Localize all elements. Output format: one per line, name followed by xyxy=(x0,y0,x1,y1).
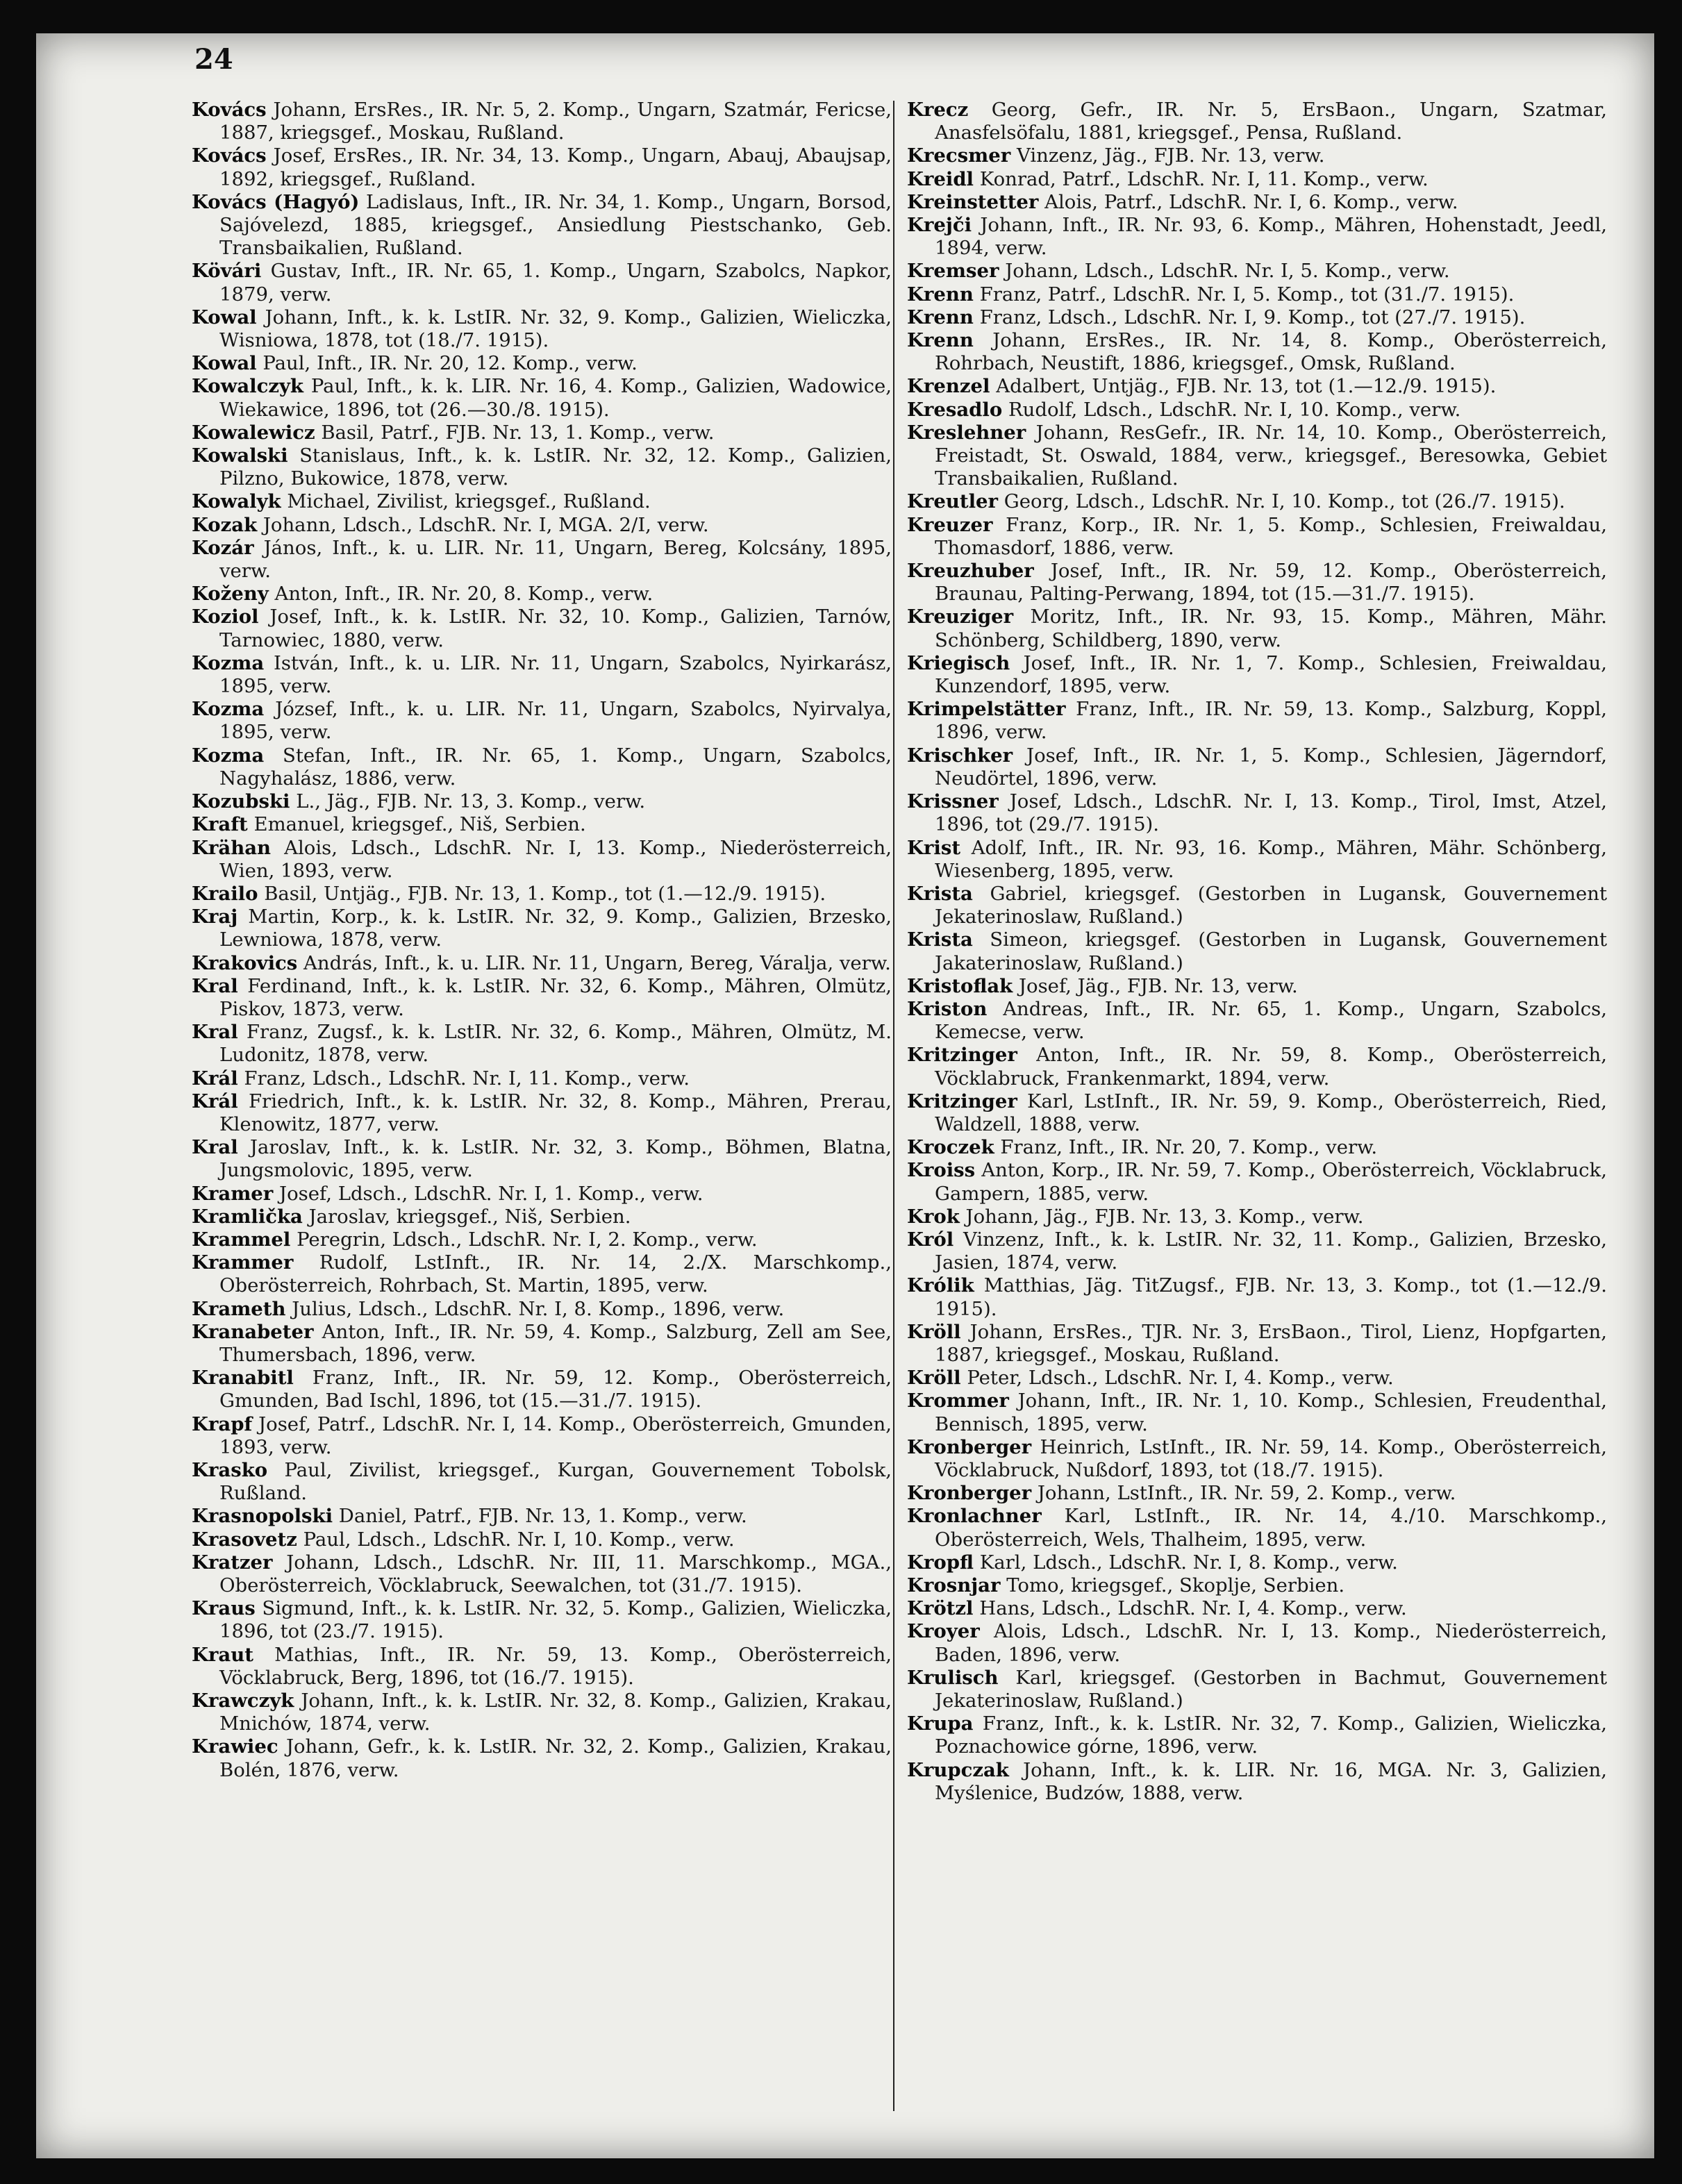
list-entry xyxy=(192,790,892,813)
entry-surname: Krosnjar xyxy=(907,1574,1001,1597)
entry-surname: Kozma xyxy=(192,651,265,674)
entry-details: Johann, Ldsch., LdschR. Nr. I, 5. Komp., verw. xyxy=(1005,260,1450,283)
list-entry xyxy=(907,652,1607,698)
entry-surname: Krasovetz xyxy=(192,1528,297,1551)
entry-details: Ferdinand, Inft., k. k. LstIR. Nr. 32, 6. Komp., Mähren, Olmütz, Piskov, 1873, verw. xyxy=(219,974,892,1020)
list-entry xyxy=(907,283,1607,306)
entry-surname: Krasnopolski xyxy=(192,1505,333,1528)
entry-details: Martin, Korp., k. k. LstIR. Nr. 32, 9. Komp., Galizien, Brzesko, Lewniowa, 1878, verw. xyxy=(219,906,892,951)
entry-surname: Kreuzer xyxy=(907,513,993,536)
list-entry xyxy=(192,583,892,606)
entry-details: Franz, Patrf., LdschR. Nr. I, 5. Komp., tot (31./7. 1915). xyxy=(979,283,1515,306)
list-entry xyxy=(192,1183,892,1206)
entry-details: Alois, Patrf., LdschR. Nr. I, 6. Komp., verw. xyxy=(1044,190,1458,213)
list-entry xyxy=(907,744,1607,790)
entry-surname: Kraut xyxy=(192,1643,253,1666)
entry-details: Johann, Gefr., k. k. LstIR. Nr. 32, 2. Komp., Galizien, Krakau, Bolén, 1876, verw. xyxy=(219,1735,892,1781)
entry-surname: Królik xyxy=(907,1274,974,1297)
entry-details: L., Jäg., FJB. Nr. 13, 3. Komp., verw. xyxy=(296,790,646,813)
entry-surname: Kreuziger xyxy=(907,606,1014,628)
entry-details: Johann, ResGefr., IR. Nr. 14, 10. Komp., Oberösterreich, Freistadt, St. Oswald, 1884, verw., kriegsgef., Beresowka, Gebiet Transbaikalien, Rußland. xyxy=(935,421,1607,490)
list-entry xyxy=(192,1735,892,1781)
entry-details: Anton, Inft., IR. Nr. 59, 4. Komp., Salzburg, Zell am See, Thumersbach, 1896, verw. xyxy=(219,1320,892,1366)
entry-surname: Kozma xyxy=(192,744,265,767)
entry-surname: Kowalski xyxy=(192,444,288,467)
list-entry xyxy=(192,606,892,651)
column-divider xyxy=(893,101,894,2111)
list-entry xyxy=(192,813,892,836)
list-entry xyxy=(907,1505,1607,1551)
list-entry xyxy=(192,1298,892,1321)
entry-details: Vinzenz, Jäg., FJB. Nr. 13, verw. xyxy=(1016,144,1325,167)
list-entry xyxy=(907,928,1607,974)
list-entry xyxy=(192,744,892,790)
entry-details: Stefan, Inft., IR. Nr. 65, 1. Komp., Ungarn, Szabolcs, Nagyhalász, 1886, verw. xyxy=(219,744,892,790)
entry-surname: Krejči xyxy=(907,214,972,237)
entry-surname: Kowal xyxy=(192,352,257,375)
entry-details: Karl, kriegsgef. (Gestorben in Bachmut, Gouvernement Jekaterinoslaw, Rußland.) xyxy=(935,1666,1607,1712)
entry-surname: Krenzel xyxy=(907,375,990,398)
entry-surname: Kriegisch xyxy=(907,651,1010,674)
entry-surname: Kral xyxy=(192,974,238,997)
list-entry xyxy=(907,1712,1607,1758)
list-entry xyxy=(907,1620,1607,1666)
entry-surname: Krissner xyxy=(907,790,999,813)
entry-details: Franz, Ldsch., LdschR. Nr. I, 9. Komp., tot (27./7. 1915). xyxy=(979,306,1526,328)
entry-details: Anton, Korp., IR. Nr. 59, 7. Komp., Oberösterreich, Vöcklabruck, Gampern, 1885, verw. xyxy=(935,1159,1607,1205)
entry-surname: Krista xyxy=(907,882,973,905)
entry-surname: Krailo xyxy=(192,882,258,905)
list-entry xyxy=(907,144,1607,167)
entry-surname: Krawiec xyxy=(192,1735,278,1758)
entry-surname: Krasko xyxy=(192,1458,268,1481)
entry-details: Johann, Inft., k. k. LstIR. Nr. 32, 8. Komp., Galizien, Krakau, Mnichów, 1874, verw. xyxy=(219,1690,892,1735)
entry-details: Sigmund, Inft., k. k. LstIR. Nr. 32, 5. Komp., Galizien, Wieliczka, 1896, tot (23./7. 1915). xyxy=(219,1597,892,1643)
entry-surname: Kral xyxy=(192,1021,238,1044)
list-entry xyxy=(192,952,892,975)
list-entry xyxy=(192,1067,892,1090)
list-entry xyxy=(907,191,1607,214)
entry-surname: Krawczyk xyxy=(192,1690,294,1712)
entry-details: Franz, Ldsch., LdschR. Nr. I, 11. Komp., verw. xyxy=(244,1067,690,1090)
list-entry xyxy=(907,998,1607,1044)
entry-details: Josef, Inft., IR. Nr. 1, 5. Komp., Schlesien, Jägerndorf, Neudörtel, 1896, verw. xyxy=(935,744,1607,790)
entry-details: Basil, Patrf., FJB. Nr. 13, 1. Komp., verw. xyxy=(321,421,715,444)
entry-surname: Krista xyxy=(907,928,973,951)
entry-surname: Krimpelstätter xyxy=(907,698,1066,721)
list-entry xyxy=(907,1206,1607,1228)
list-entry xyxy=(907,422,1607,491)
entry-surname: Krist xyxy=(907,836,961,859)
entry-details: János, Inft., k. u. LIR. Nr. 11, Ungarn, Bereg, Kolcsány, 1895, verw. xyxy=(219,536,892,583)
entry-details: Daniel, Patrf., FJB. Nr. 13, 1. Komp., verw. xyxy=(338,1505,747,1528)
entry-details: Alois, Ldsch., LdschR. Nr. I, 13. Komp., Niederösterreich, Wien, 1893, verw. xyxy=(219,836,892,882)
entry-surname: Kroczek xyxy=(907,1136,994,1159)
entry-surname: Kritzinger xyxy=(907,1044,1017,1067)
entry-details: Adalbert, Untjäg., FJB. Nr. 13, tot (1.—12./9. 1915). xyxy=(996,375,1497,398)
list-entry xyxy=(907,790,1607,836)
entry-details: Johann, Inft., IR. Nr. 93, 6. Komp., Mähren, Hohenstadt, Jeedl, 1894, verw. xyxy=(935,214,1607,260)
entry-details: Karl, LstInft., IR. Nr. 14, 4./10. Marschkomp., Oberösterreich, Wels, Thalheim, 1895, verw. xyxy=(935,1505,1607,1551)
list-entry xyxy=(192,698,892,744)
list-entry xyxy=(192,375,892,421)
entry-surname: Kröll xyxy=(907,1367,961,1390)
list-entry xyxy=(192,99,892,144)
entry-details: Adolf, Inft., IR. Nr. 93, 16. Komp., Mähren, Mähr. Schönberg, Wiesenberg, 1895, verw. xyxy=(935,836,1607,882)
entry-details: Basil, Untjäg., FJB. Nr. 13, 1. Komp., tot (1.—12./9. 1915). xyxy=(264,882,826,905)
entry-surname: Kriston xyxy=(907,997,988,1020)
entry-surname: Kresadlo xyxy=(907,398,1003,421)
entry-surname: Krötzl xyxy=(907,1597,974,1620)
list-entry xyxy=(192,1505,892,1528)
list-entry xyxy=(907,99,1607,144)
list-entry xyxy=(192,652,892,698)
entry-surname: Kropfl xyxy=(907,1551,974,1574)
entry-details: Moritz, Inft., IR. Nr. 93, 15. Komp., Mähren, Mähr. Schönberg, Schildberg, 1890, verw. xyxy=(935,606,1608,651)
list-entry xyxy=(907,490,1607,513)
entry-surname: Kranabitl xyxy=(192,1367,294,1390)
entry-surname: Kowal xyxy=(192,306,257,328)
list-entry xyxy=(192,422,892,444)
entry-details: Paul, Inft., IR. Nr. 20, 12. Komp., verw. xyxy=(263,352,638,375)
entry-surname: Krupczak xyxy=(907,1758,1009,1781)
entry-details: Mathias, Inft., IR. Nr. 59, 13. Komp., Oberösterreich, Vöcklabruck, Berg, 1896, tot (16./7. 1915). xyxy=(219,1643,892,1689)
entry-details: Johann, LstInft., IR. Nr. 59, 2. Komp., verw. xyxy=(1037,1482,1456,1505)
entry-details: Franz, Inft., IR. Nr. 20, 7. Komp., verw. xyxy=(1000,1136,1378,1159)
entry-details: András, Inft., k. u. LIR. Nr. 11, Ungarn, Bereg, Váralja, verw. xyxy=(303,951,891,974)
entry-surname: Kranabeter xyxy=(192,1320,314,1343)
entry-surname: Krameth xyxy=(192,1297,286,1320)
entry-surname: Kovács (Hagyó) xyxy=(192,190,360,213)
list-entry xyxy=(192,514,892,537)
entry-details: Alois, Ldsch., LdschR. Nr. I, 13. Komp., Niederösterreich, Baden, 1896, verw. xyxy=(935,1620,1607,1666)
list-entry xyxy=(907,1228,1607,1274)
list-entry xyxy=(192,144,892,190)
entry-details: Rudolf, LstInft., IR. Nr. 14, 2./X. Marschkomp., Oberösterreich, Rohrbach, St. Martin, 1895, verw. xyxy=(219,1251,892,1297)
list-entry xyxy=(192,1228,892,1251)
entry-details: Vinzenz, Inft., k. k. LstIR. Nr. 32, 11. Komp., Galizien, Brzesko, Jasien, 1874, verw. xyxy=(935,1228,1607,1274)
entry-surname: Koženy xyxy=(192,583,269,606)
list-entry xyxy=(907,1574,1607,1597)
list-entry xyxy=(192,352,892,375)
list-entry xyxy=(192,1251,892,1297)
entry-surname: Kroyer xyxy=(907,1620,980,1643)
entry-surname: Kronberger xyxy=(907,1482,1032,1505)
entry-surname: Kroiss xyxy=(907,1159,976,1182)
entry-details: Jaroslav, Inft., k. k. LstIR. Nr. 32, 3. Komp., Böhmen, Blatna, Jungsmolovic, 1895, verw. xyxy=(219,1136,892,1182)
list-entry xyxy=(907,260,1607,283)
entry-details: Josef, Inft., IR. Nr. 1, 7. Komp., Schlesien, Freiwaldau, Kunzendorf, 1895, verw. xyxy=(935,651,1607,698)
list-entry xyxy=(192,537,892,583)
entry-surname: Král xyxy=(192,1067,238,1090)
list-entry xyxy=(192,883,892,906)
list-entry xyxy=(192,444,892,490)
list-entry xyxy=(907,214,1607,260)
list-entry xyxy=(907,1482,1607,1505)
entry-details: Konrad, Patrf., LdschR. Nr. I, 11. Komp., verw. xyxy=(979,167,1429,190)
entry-surname: Krähan xyxy=(192,836,272,859)
list-entry xyxy=(907,1090,1607,1136)
entry-surname: Kristoflak xyxy=(907,974,1013,997)
entry-surname: Kreuzhuber xyxy=(907,560,1034,583)
list-entry xyxy=(907,1136,1607,1159)
entry-details: Anton, Inft., IR. Nr. 59, 8. Komp., Oberösterreich, Vöcklabruck, Frankenmarkt, 1894, verw. xyxy=(935,1044,1607,1090)
entry-surname: Kozubski xyxy=(192,790,290,813)
entry-details: Franz, Inft., k. k. LstIR. Nr. 32, 7. Komp., Galizien, Wieliczka, Poznachowice górne, 1896, verw. xyxy=(935,1712,1607,1758)
entry-details: Paul, Ldsch., LdschR. Nr. I, 10. Komp., verw. xyxy=(303,1528,735,1551)
entry-surname: Koziol xyxy=(192,606,259,628)
entry-surname: Kral xyxy=(192,1136,238,1159)
list-entry xyxy=(907,1159,1607,1205)
entry-details: Stanislaus, Inft., k. k. LstIR. Nr. 32, 12. Komp., Galizien, Pilzno, Bukowice, 1878, verw. xyxy=(219,444,892,490)
list-entry xyxy=(907,375,1607,398)
list-entry xyxy=(907,329,1607,375)
entry-surname: Kreinstetter xyxy=(907,190,1039,213)
entry-surname: Kramlička xyxy=(192,1205,303,1228)
entry-details: Josef, Inft., IR. Nr. 59, 12. Komp., Oberösterreich, Braunau, Palting-Perwang, 1894, tot (15.—31./7. 1915). xyxy=(935,560,1607,606)
entry-details: József, Inft., k. u. LIR. Nr. 11, Ungarn, Szabolcs, Nyirvalya, 1895, verw. xyxy=(219,698,892,744)
list-entry xyxy=(192,1136,892,1182)
entry-details: Josef, Jäg., FJB. Nr. 13, verw. xyxy=(1018,974,1298,997)
entry-details: Hans, Ldsch., LdschR. Nr. I, 4. Komp., verw. xyxy=(979,1597,1407,1620)
entry-details: Paul, Inft., k. k. LIR. Nr. 16, 4. Komp., Galizien, Wadowice, Wiekawice, 1896, tot (26.—30./8. 1915). xyxy=(219,375,892,421)
entry-surname: Kowalczyk xyxy=(192,375,303,398)
list-entry xyxy=(907,306,1607,329)
entry-details: Johann, Inft., IR. Nr. 1, 10. Komp., Schlesien, Freudenthal, Bennisch, 1895, verw. xyxy=(935,1390,1607,1435)
entry-details: Andreas, Inft., IR. Nr. 65, 1. Komp., Ungarn, Szabolcs, Kemecse, verw. xyxy=(935,997,1608,1044)
entry-surname: Kozak xyxy=(192,513,258,536)
list-entry xyxy=(907,560,1607,606)
entry-details: Paul, Zivilist, kriegsgef., Kurgan, Gouvernement Tobolsk, Rußland. xyxy=(219,1458,892,1505)
list-entry xyxy=(192,1321,892,1367)
entry-details: Jaroslav, kriegsgef., Niš, Serbien. xyxy=(308,1205,631,1228)
entry-surname: Kronberger xyxy=(907,1435,1032,1458)
entry-details: Emanuel, kriegsgef., Niš, Serbien. xyxy=(253,813,586,836)
entry-surname: Kowalewicz xyxy=(192,421,315,444)
entry-surname: Krenn xyxy=(907,283,974,306)
entry-surname: Kozma xyxy=(192,698,265,721)
entry-details: Johann, Inft., k. k. LstIR. Nr. 32, 9. Komp., Galizien, Wieliczka, Wisniowa, 1878, tot (18./7. 1915). xyxy=(219,306,892,352)
entry-details: Josef, Ldsch., LdschR. Nr. I, 13. Komp., Tirol, Imst, Atzel, 1896, tot (29./7. 1915). xyxy=(935,790,1607,836)
list-entry xyxy=(907,1551,1607,1574)
list-entry xyxy=(907,399,1607,422)
entry-surname: Kraft xyxy=(192,813,248,836)
entry-surname: Kritzinger xyxy=(907,1090,1017,1112)
list-entry xyxy=(192,837,892,883)
entry-surname: Krammel xyxy=(192,1228,291,1251)
list-entry xyxy=(907,698,1607,744)
entry-surname: Krulisch xyxy=(907,1666,999,1689)
entry-details: Ladislaus, Inft., IR. Nr. 34, 1. Komp., Ungarn, Borsod, Sajóvelezd, 1885, kriegsgef., Ansiedlung Piestschanko, Geb. Transbaikalien, Rußland. xyxy=(219,190,892,260)
entry-details: Simeon, kriegsgef. (Gestorben in Lugansk, Gouvernement Jakaterinoslaw, Rußland.) xyxy=(935,928,1607,974)
list-entry xyxy=(907,1321,1607,1367)
entry-surname: Krupa xyxy=(907,1712,974,1735)
entry-surname: Kramer xyxy=(192,1182,274,1205)
entry-surname: Kovács xyxy=(192,144,267,167)
list-entry xyxy=(192,1528,892,1551)
entry-surname: Kövári xyxy=(192,260,262,283)
list-entry xyxy=(907,837,1607,883)
list-entry xyxy=(192,1206,892,1228)
entry-surname: Kratzer xyxy=(192,1551,273,1574)
entry-surname: Kozár xyxy=(192,536,254,559)
entry-details: Franz, Zugsf., k. k. LstIR. Nr. 32, 6. Komp., Mähren, Olmütz, M. Ludonitz, 1878, verw. xyxy=(219,1021,892,1067)
entry-surname: Kröll xyxy=(907,1320,961,1343)
entry-surname: Kraus xyxy=(192,1597,256,1620)
entry-details: Heinrich, LstInft., IR. Nr. 59, 14. Komp., Oberösterreich, Vöcklabruck, Nußdorf, 1893, tot (18./7. 1915). xyxy=(935,1435,1607,1481)
entry-surname: Kronlachner xyxy=(907,1505,1042,1528)
entry-surname: Krommer xyxy=(907,1390,1009,1412)
entry-details: Josef, ErsRes., IR. Nr. 34, 13. Komp., Ungarn, Abauj, Abaujsap, 1892, kriegsgef., Rußland. xyxy=(219,144,892,190)
entry-details: Johann, Ldsch., LdschR. Nr. III, 11. Marschkomp., MGA., Oberösterreich, Vöcklabruck, Seewalchen, tot (31./7. 1915). xyxy=(219,1551,892,1597)
list-entry xyxy=(907,1436,1607,1482)
entry-details: Johann, Inft., k. k. LIR. Nr. 16, MGA. Nr. 3, Galizien, Myślenice, Budzów, 1888, verw. xyxy=(935,1758,1607,1804)
entry-details: Karl, LstInft., IR. Nr. 59, 9. Komp., Oberösterreich, Ried, Waldzell, 1888, verw. xyxy=(935,1090,1607,1135)
entry-details: Johann, Ldsch., LdschR. Nr. I, MGA. 2/I, verw. xyxy=(263,513,709,536)
entry-surname: Kremser xyxy=(907,260,999,283)
list-entry xyxy=(907,1597,1607,1620)
list-entry xyxy=(907,975,1607,998)
list-entry xyxy=(907,1274,1607,1320)
entry-details: Josef, Inft., k. k. LstIR. Nr. 32, 10. Komp., Galizien, Tarnów, Tarnowiec, 1880, verw. xyxy=(219,606,892,651)
entry-details: Johann, ErsRes., IR. Nr. 5, 2. Komp., Ungarn, Szatmár, Fericse, 1887, kriegsgef., Moskau, Rußland. xyxy=(219,99,892,144)
list-entry xyxy=(192,1551,892,1597)
list-entry xyxy=(192,1367,892,1412)
entry-details: István, Inft., k. u. LIR. Nr. 11, Ungarn, Szabolcs, Nyirkarász, 1895, verw. xyxy=(219,651,892,698)
entry-details: Gustav, Inft., IR. Nr. 65, 1. Komp., Ungarn, Szabolcs, Napkor, 1879, verw. xyxy=(219,260,892,306)
entry-surname: Krecsmer xyxy=(907,144,1011,167)
entry-surname: Kreutler xyxy=(907,490,999,513)
list-entry xyxy=(192,1459,892,1505)
entry-details: Josef, Ldsch., LdschR. Nr. I, 1. Komp., verw. xyxy=(279,1182,703,1205)
list-entry xyxy=(192,906,892,951)
entry-details: Rudolf, Ldsch., LdschR. Nr. I, 10. Komp., verw. xyxy=(1008,398,1461,421)
entry-surname: Král xyxy=(192,1090,238,1112)
list-entry xyxy=(192,260,892,306)
list-entry xyxy=(907,1667,1607,1712)
entry-details: Peregrin, Ldsch., LdschR. Nr. I, 2. Komp., verw. xyxy=(297,1228,758,1251)
entry-details: Josef, Patrf., LdschR. Nr. I, 14. Komp., Oberösterreich, Gmunden, 1893, verw. xyxy=(219,1412,892,1458)
list-entry xyxy=(907,606,1607,651)
list-entry xyxy=(192,1021,892,1067)
entry-surname: Krakovics xyxy=(192,951,298,974)
list-entry xyxy=(192,191,892,260)
entry-surname: Krenn xyxy=(907,329,974,352)
entry-surname: Krammer xyxy=(192,1251,294,1274)
entry-details: Matthias, Jäg. TitZugsf., FJB. Nr. 13, 3. Komp., tot (1.—12./9. 1915). xyxy=(935,1274,1607,1320)
entry-details: Gabriel, kriegsgef. (Gestorben in Lugansk, Gouvernement Jekaterinoslaw, Rußland.) xyxy=(935,882,1607,928)
entry-surname: Krecz xyxy=(907,99,969,121)
entry-details: Karl, Ldsch., LdschR. Nr. I, 8. Komp., verw. xyxy=(979,1551,1398,1574)
list-entry xyxy=(192,1090,892,1136)
entry-details: Julius, Ldsch., LdschR. Nr. I, 8. Komp., 1896, verw. xyxy=(292,1297,785,1320)
entry-details: Tomo, kriegsgef., Skoplje, Serbien. xyxy=(1006,1574,1345,1597)
entry-details: Johann, ErsRes., IR. Nr. 14, 8. Komp., Oberösterreich, Rohrbach, Neustift, 1886, kriegsgef., Omsk, Rußland. xyxy=(935,329,1607,375)
list-entry xyxy=(907,514,1607,560)
entry-details: Johann, ErsRes., TJR. Nr. 3, ErsBaon., Tirol, Lienz, Hopfgarten, 1887, kriegsgef., Moskau, Rußland. xyxy=(935,1320,1608,1366)
list-entry xyxy=(192,975,892,1021)
list-entry xyxy=(192,1690,892,1735)
left-column xyxy=(192,99,892,1782)
entry-surname: Kreslehner xyxy=(907,421,1026,444)
entry-surname: Krok xyxy=(907,1205,960,1228)
list-entry xyxy=(192,1413,892,1459)
entry-details: Franz, Inft., IR. Nr. 59, 12. Komp., Oberösterreich, Gmunden, Bad Ischl, 1896, tot (15.—31./7. 1915). xyxy=(219,1367,892,1412)
entry-details: Franz, Inft., IR. Nr. 59, 13. Komp., Salzburg, Koppl, 1896, verw. xyxy=(935,698,1607,744)
list-entry xyxy=(192,306,892,352)
entry-details: Georg, Ldsch., LdschR. Nr. I, 10. Komp., tot (26./7. 1915). xyxy=(1004,490,1565,513)
list-entry xyxy=(192,1597,892,1643)
entry-surname: Krapf xyxy=(192,1412,253,1435)
list-entry xyxy=(907,1367,1607,1390)
entry-surname: Kraj xyxy=(192,906,238,928)
right-column xyxy=(907,99,1607,1805)
entry-details: Michael, Zivilist, kriegsgef., Rußland. xyxy=(287,490,651,513)
entry-surname: Krenn xyxy=(907,306,974,328)
list-entry xyxy=(907,1044,1607,1090)
entry-surname: Kreidl xyxy=(907,167,974,190)
entry-details: Peter, Ldsch., LdschR. Nr. I, 4. Komp., verw. xyxy=(967,1367,1394,1390)
entry-surname: Król xyxy=(907,1228,954,1251)
entry-surname: Krischker xyxy=(907,744,1013,767)
list-entry xyxy=(907,1759,1607,1805)
entry-details: Georg, Gefr., IR. Nr. 5, ErsBaon., Ungarn, Szatmar, Anasfelsöfalu, 1881, kriegsgef., Pensa, Rußland. xyxy=(935,99,1607,144)
list-entry xyxy=(192,1644,892,1690)
list-entry xyxy=(907,1390,1607,1435)
entry-details: Anton, Inft., IR. Nr. 20, 8. Komp., verw. xyxy=(274,583,653,606)
entry-details: Johann, Jäg., FJB. Nr. 13, 3. Komp., verw. xyxy=(965,1205,1364,1228)
list-entry xyxy=(907,168,1607,191)
entry-surname: Kovács xyxy=(192,99,267,121)
page-number: 24 xyxy=(194,43,233,76)
entry-surname: Kowalyk xyxy=(192,490,281,513)
list-entry xyxy=(907,883,1607,928)
entry-details: Franz, Korp., IR. Nr. 1, 5. Komp., Schlesien, Freiwaldau, Thomasdorf, 1886, verw. xyxy=(935,513,1607,559)
list-entry xyxy=(192,490,892,513)
entry-details: Friedrich, Inft., k. k. LstIR. Nr. 32, 8. Komp., Mähren, Prerau, Klenowitz, 1877, verw. xyxy=(219,1090,892,1135)
